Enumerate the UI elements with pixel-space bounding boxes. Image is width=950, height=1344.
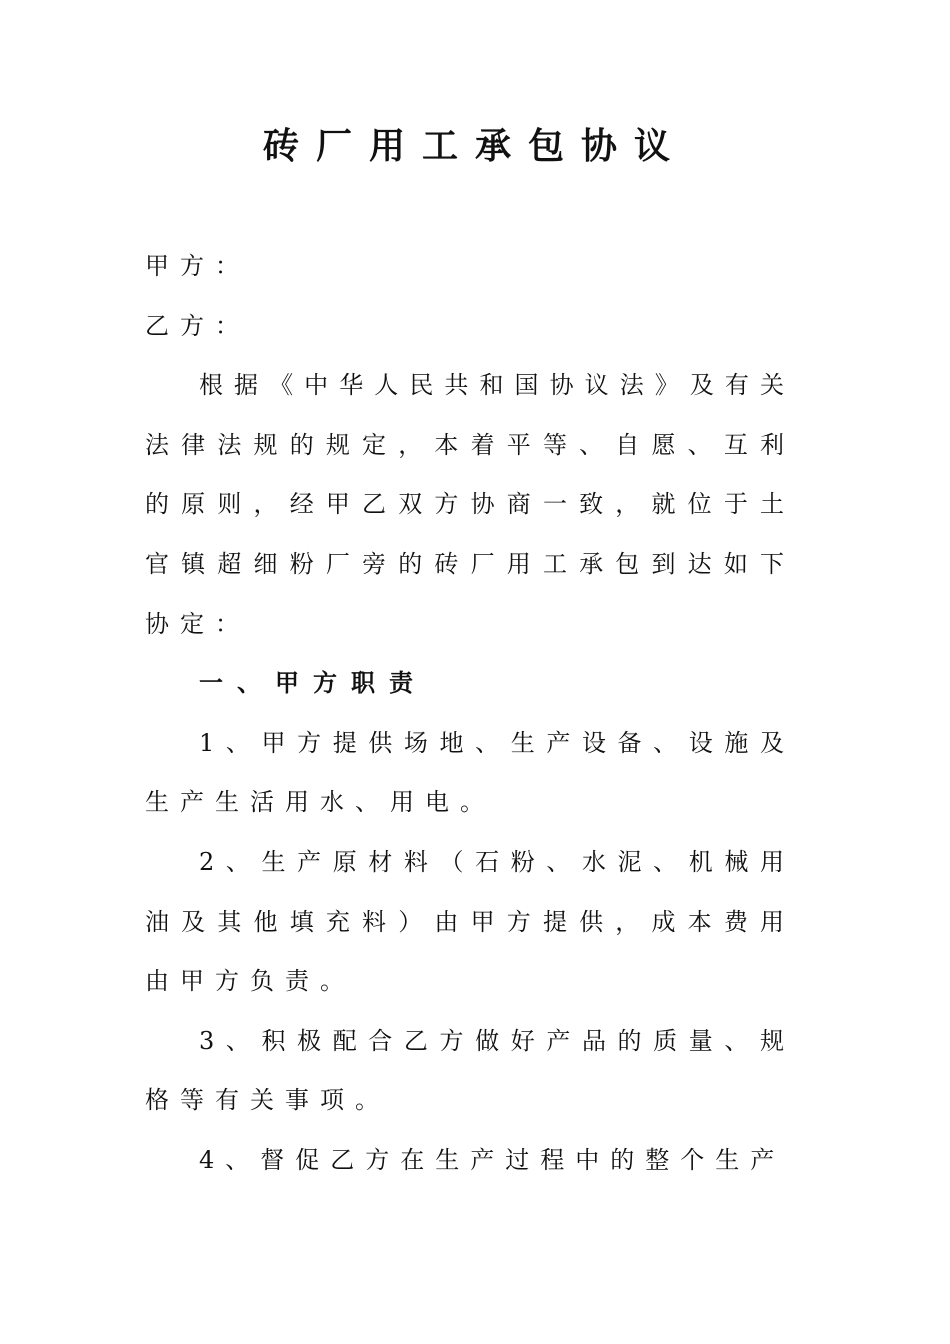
section-1-item-2: 2、生产原材料（石粉、水泥、机械用油及其他填充料）由甲方提供，成本费用由甲方负责。 [145, 847, 795, 996]
section-1-heading: 一、甲方职责 [199, 669, 427, 698]
preamble-paragraph: 根据《中华人民共和国协议法》及有关法律法规的规定，本着平等、自愿、互利的原则，经甲乙双方协商一致，就位于土官镇超细粉厂旁的砖厂用工承包到达如下协定： [145, 371, 795, 638]
party-b-line: 乙方： [145, 311, 250, 340]
party-a-line: 甲方： [145, 252, 250, 280]
section-1-item-3: 3、积极配合乙方做好产品的质量、规格等有关事项。 [145, 1026, 795, 1115]
document-title: 砖厂用工承包协议 [262, 126, 687, 167]
document-body [145, 237, 795, 1191]
section-1-item-4: 4、督促乙方在生产过程中的整个生产 [199, 1145, 786, 1174]
section-1-item-1: 1、甲方提供场地、生产设备、设施及生产生活用水、用电。 [145, 728, 795, 817]
